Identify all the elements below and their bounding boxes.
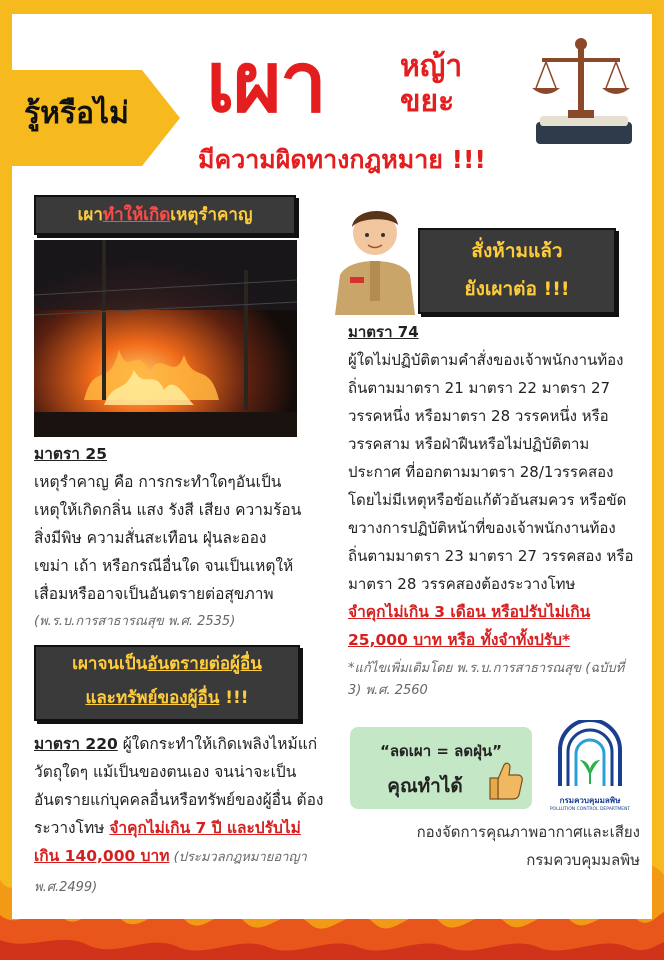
section-220-body: ผู้ใดกระทำให้เกิดเพลิงไหม้แก่วัตถุใดๆ แม้เป็นของตนเอง จนน่าจะเป็นอันตรายแก่บุคคลอื่นหรือทรัพย์ของผู้อื่น ต้องระวางโทษ xyxy=(34,735,324,837)
fire-photo xyxy=(34,240,297,437)
officer-illustration xyxy=(330,195,420,315)
section-74-penalty: จำคุกไม่เกิน 3 เดือน หรือปรับไม่เกิน 25,000 บาท หรือ ทั้งจำทั้งปรับ* xyxy=(348,603,591,649)
section-74-note: *แก้ไขเพิ่มเติมโดย พ.ร.บ.การสาธารณสุข (ฉบับที่ 3) พ.ศ. 2560 xyxy=(348,661,625,698)
section-220-label: มาตรา 220 xyxy=(34,735,118,753)
banner-nuisance-suffix: เหตุรำคาญ xyxy=(170,205,253,225)
banner-prohibited-line2: ยังเผาต่อ !!! xyxy=(464,278,570,300)
thumbs-up-icon xyxy=(488,761,524,801)
section-220-note: (ประมวลกฎหมายอาญา พ.ศ.2499) xyxy=(34,850,307,895)
header-subtitle: มีความผิดทางกฎหมาย !!! xyxy=(198,145,486,174)
title-subwords xyxy=(400,50,462,119)
pcd-emblem-icon xyxy=(548,720,632,790)
banner-danger-highlight1: อันตรายต่อผู้อื่น xyxy=(147,654,262,674)
slogan-badge xyxy=(350,727,532,809)
main-title-word: เผา xyxy=(206,33,326,131)
tag-label: รู้หรือไม่ xyxy=(24,96,129,131)
banner-prohibited xyxy=(418,228,616,314)
banner-nuisance-prefix: เผา xyxy=(77,205,103,225)
subword-trash: ขยะ xyxy=(400,83,455,119)
section-220-penalty: จำคุกไม่เกิน 7 ปี และปรับไม่เกิน 140,000 บาท xyxy=(34,819,301,865)
banner-danger-line1 xyxy=(36,647,298,681)
banner-prohibited-line1: สั่งห้ามแล้ว xyxy=(471,240,563,262)
slogan-line2: คุณทำได้ xyxy=(387,775,463,797)
section-25-label: มาตรา 25 xyxy=(34,445,107,463)
pcd-logo-name: กรมควบคุมมลพิษ xyxy=(559,796,621,805)
subword-grass: หญ้า xyxy=(400,49,463,84)
section-74-body: ผู้ใดไม่ปฏิบัติตามคำสั่งของเจ้าพนักงานท้องถิ่นตามมาตรา 21 มาตรา 22 มาตรา 27 วรรคหนึ่ง หรือมาตรา 28 วรรคหนึ่ง หรือวรรคสาม หรือฝ่าฝืนหรือไม่ปฏิบัติตามประกาศ ที่ออกตามมาตรา 28/1วรรคสอง โดยไม่มีเหตุหรือข้อแก้ตัวอันสมควร หรือขัดขวางการปฏิบัติหน้าที่ของเจ้าพนักงานท้องถิ่นตามมาตรา 23 มาตรา 27 วรรคสอง หรือมาตรา 28 วรรคสองต้องระวางโทษ xyxy=(348,351,634,593)
scales-of-justice-icon xyxy=(528,30,638,150)
banner-nuisance xyxy=(34,195,296,235)
org-line2: กรมควบคุมมลพิษ xyxy=(526,851,640,869)
org-line1: กองจัดการคุณภาพอากาศและเสียง xyxy=(416,823,640,841)
banner-danger-prefix: เผาจนเป็น xyxy=(72,654,148,674)
banner-danger-suffix: !!! xyxy=(219,688,249,708)
section-74-label: มาตรา 74 xyxy=(348,323,419,341)
banner-danger-highlight2: และทรัพย์ของผู้อื่น xyxy=(85,688,220,708)
banner-nuisance-highlight: ทำให้เกิด xyxy=(102,205,171,225)
pcd-logo xyxy=(548,720,632,812)
banner-danger xyxy=(34,645,300,721)
pcd-logo-english: POLLUTION CONTROL DEPARTMENT xyxy=(549,807,631,812)
organization-credit xyxy=(350,818,640,874)
banner-danger-line2 xyxy=(36,681,298,715)
section-220 xyxy=(34,730,324,902)
section-74 xyxy=(348,318,634,702)
section-25 xyxy=(34,440,304,636)
slogan-line1: “ลดเผา = ลดฝุ่น” xyxy=(380,742,502,760)
section-25-note: (พ.ร.บ.การสาธารณสุข พ.ศ. 2535) xyxy=(34,614,236,629)
section-25-body: เหตุรำคาญ คือ การกระทำใดๆอันเป็นเหตุให้เกิดกลิ่น แสง รังสี เสียง ความร้อน สิ่งมีพิษ ความสั่นสะเทือน ฝุ่นละออง เขม่า เถ้า หรือกรณีอื่นใด จนเป็นเหตุให้เสื่อมหรืออาจเป็นอันตรายต่อสุขภาพ xyxy=(34,473,302,603)
